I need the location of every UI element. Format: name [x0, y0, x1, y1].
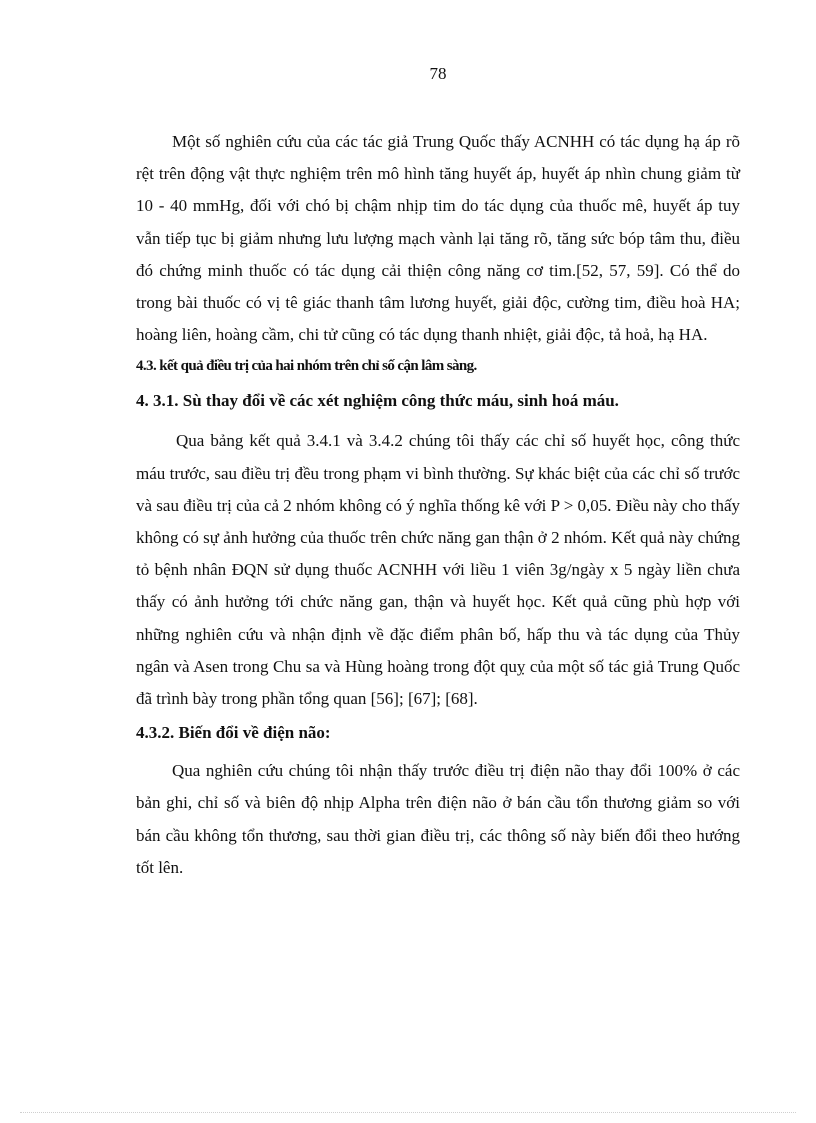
footer-divider [20, 1112, 796, 1113]
paragraph-antihypertensive-effect: Một số nghiên cứu của các tác giả Trung Quốc thấy ACNHH có tác dụng hạ áp rõ rệt trên động vật thực nghiệm trên mô hình tăng huyết áp, huyết áp nhìn chung giảm từ 10 - 40 mmHg, đối với chó bị chậm nhịp tim do tác dụng của thuốc mê, huyết áp tuy vẫn tiếp tục bị giảm nhưng lưu lượng mạch vành lại tăng rõ, tăng sức bóp tâm thu, điều đó chứng minh thuốc có tác dụng cải thiện công năng cơ tim.[52, 57, 59]. Có thể do trong bài thuốc có vị tê giác thanh tâm lương huyết, giải độc, cường tim, điều hoà HA; hoàng liên, hoàng cầm, chi tử cũng có tác dụng thanh nhiệt, giải độc, tả hoả, hạ HA. [136, 132, 740, 345]
paragraph-blood-tests: Qua bảng kết quả 3.4.1 và 3.4.2 chúng tôi thấy các chỉ số huyết học, công thức máu trước, sau điều trị đều trong phạm vi bình thường. Sự khác biệt của các chỉ số trước và sau điều trị của cả 2 nhóm không có ý nghĩa thống kê với P > 0,05. Điều này cho thấy không có sự ảnh hưởng của thuốc trên chức năng gan thận ở 2 nhóm. Kết quả này chứng tỏ bệnh nhân ĐQN sử dụng thuốc ACNHH với liều 1 viên 3g/ngày x 5 ngày liền chưa thấy có ảnh hưởng tới chức năng gan, thận và huyết học. Kết quả cũng phù hợp với những nghiên cứu và nhận định về đặc điểm phân bố, hấp thu và tác dụng của Thủy ngân và Asen trong Chu sa và Hùng hoàng trong đột quỵ của một số tác giả Trung Quốc đã trình bày trong phần tổng quan [56]; [67]; [68]. [136, 431, 740, 709]
section-heading-4-3: 4.3. kết quả điều trị của hai nhóm trên chỉ số cận lâm sàng. [136, 358, 477, 375]
subsection-heading-4-3-1: 4. 3.1. Sù thay đổi về các xét nghiệm công thức máu, sinh hoá máu. [136, 391, 619, 411]
subsection-heading-4-3-2: 4.3.2. Biến đổi về điện não: [136, 723, 331, 743]
paragraph-eeg-changes: Qua nghiên cứu chúng tôi nhận thấy trước điều trị điện não thay đổi 100% ở các bản ghi, chỉ số và biên độ nhịp Alpha trên điện não ở bán cầu tổn thương giảm so với bán cầu không tổn thương, sau thời gian điều trị, các thông số này biến đổi theo hướng tốt lên. [136, 761, 740, 877]
page-number: 78 [429, 64, 447, 83]
document-body [136, 126, 740, 884]
